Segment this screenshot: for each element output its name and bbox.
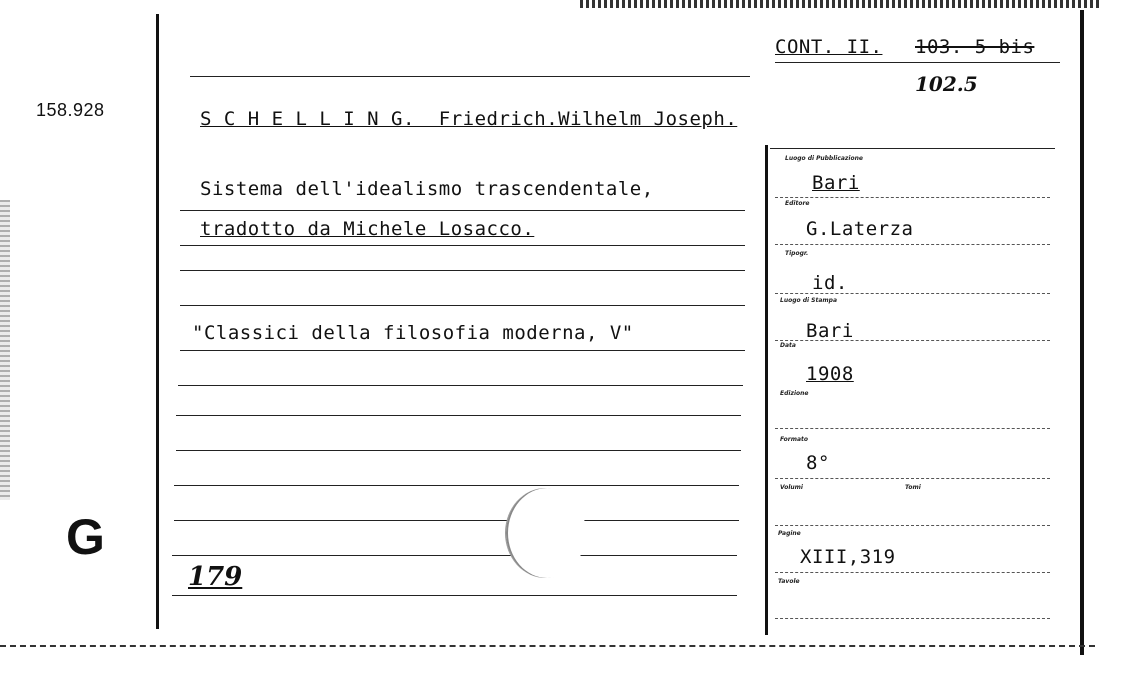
rule-10 (174, 520, 739, 521)
publisher-label: Editore (785, 200, 810, 207)
series-statement: "Classici della filosofia moderna, V" (192, 322, 634, 344)
tavole-rule (775, 618, 1050, 619)
pages-label: Pagine (778, 530, 801, 537)
rule-3 (180, 270, 745, 271)
tavole-label: Tavole (778, 578, 800, 585)
punch-hole (505, 488, 586, 578)
rule-6 (178, 385, 743, 386)
rule-8 (176, 450, 741, 451)
card-right-border (1080, 10, 1084, 655)
rule-9 (174, 485, 739, 486)
volumes-rule (775, 525, 1050, 526)
publisher-rule (775, 244, 1050, 245)
title-line-2: tradotto da Michele Losacco. (200, 218, 535, 240)
title-line-1: Sistema dell'idealismo trascendentale, (200, 178, 654, 200)
top-rule (190, 76, 750, 77)
format-rule (775, 478, 1050, 479)
edition-label: Edizione (780, 390, 809, 397)
rule-5 (180, 350, 745, 351)
edition-rule (775, 428, 1050, 429)
rule-1 (180, 210, 745, 211)
shelfmark-prefix: CONT. II. (775, 36, 883, 58)
date-value: 1908 (806, 363, 854, 385)
pages-value: XIII,319 (800, 546, 896, 568)
printer-value: id. (812, 272, 848, 294)
rule-11 (172, 555, 737, 556)
place-rule (775, 197, 1050, 198)
publisher-value: G.Laterza (806, 218, 914, 240)
print-place-value: Bari (806, 320, 854, 342)
fields-panel-border (765, 145, 768, 635)
rule-12 (172, 595, 737, 596)
handwritten-number: 179 (188, 562, 243, 592)
format-value: 8° (806, 452, 830, 474)
format-label: Formato (780, 436, 809, 443)
pages-rule (775, 572, 1050, 573)
date-label: Data (780, 342, 796, 349)
shelfmark-underline (775, 62, 1060, 63)
shelfmark-old: 103. 5 bis (915, 36, 1035, 58)
card-left-border (156, 14, 159, 629)
card-top-edge (580, 0, 1100, 8)
place-label: Luogo di Pubblicazione (785, 155, 863, 162)
rule-4 (180, 305, 745, 306)
author-heading: S C H E L L I N G. Friedrich.Wilhelm Joseph. (200, 108, 738, 130)
printer-label: Tipogr. (785, 250, 809, 257)
place-value: Bari (812, 172, 860, 194)
shelfmark-new: 102.5 (915, 72, 978, 96)
printer-rule (775, 293, 1050, 294)
tomes-label: Tomi (905, 484, 921, 491)
section-letter: G (66, 509, 105, 565)
print-place-rule (775, 340, 1050, 341)
volumes-label: Volumi (780, 484, 803, 491)
rule-2 (180, 245, 745, 246)
fields-top-rule (770, 148, 1055, 149)
inventory-number: 158.928 (36, 100, 105, 120)
rule-7 (176, 415, 741, 416)
card-edge-texture (0, 200, 10, 500)
print-place-label: Luogo di Stampa (780, 297, 837, 304)
card-bottom-edge (0, 645, 1095, 647)
